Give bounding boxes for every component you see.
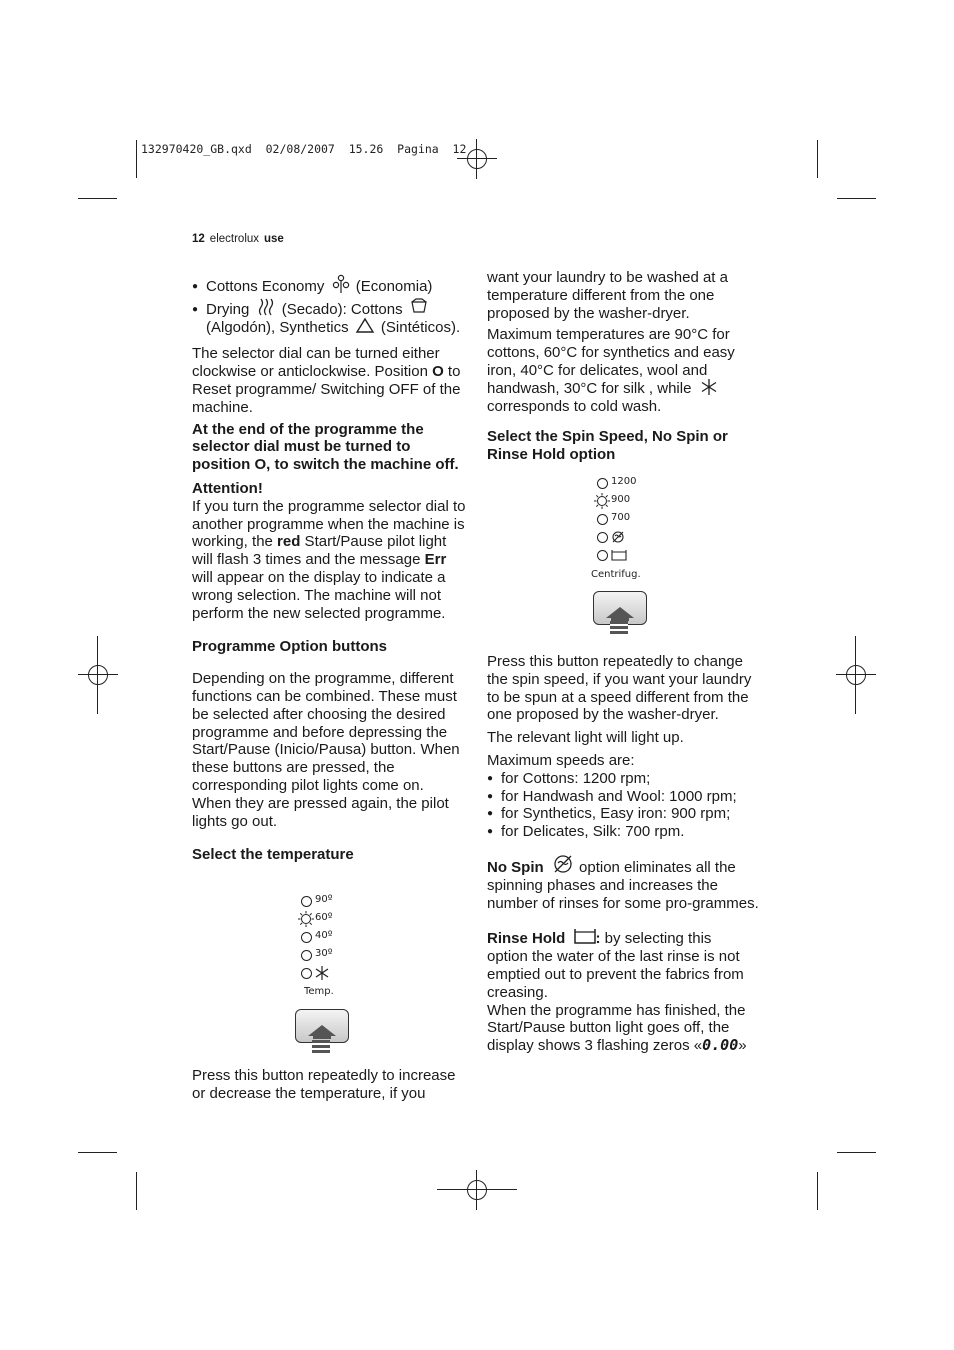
- spin-caption: Centrifug.: [591, 569, 641, 580]
- registration-mark: [457, 1170, 497, 1210]
- section-name: use: [264, 233, 284, 245]
- led-indicator: [301, 932, 312, 943]
- rinse-hold-end-text: When the programme has finished, the Start/Pause button light goes off, the display shows 3 flashing zeros «0.00»: [487, 1001, 747, 1055]
- crop-mark: [136, 140, 137, 178]
- led-lit-icon: [594, 493, 610, 509]
- temperature-continuation: want your laundry to be washed at a temperature different from the one proposed by the washer-dryer.: [487, 269, 728, 322]
- led-indicator: [597, 532, 608, 543]
- registration-mark: [836, 655, 876, 695]
- page-header: [192, 233, 284, 245]
- temperature-heading: Select the temperature: [192, 846, 354, 864]
- temp-option: 90º: [301, 893, 361, 911]
- flashing-zeros: 0.00: [702, 1036, 739, 1055]
- right-column-top: [487, 269, 765, 464]
- temp-option: 60º: [301, 911, 361, 929]
- selector-dial-text: The selector dial can be turned either clockwise or anticlockwise. Position O to Reset programme/ Switching OFF of the machine.: [192, 345, 461, 416]
- max-speed-item: ● for Delicates, Silk: 700 rpm.: [487, 823, 765, 841]
- cold-wash-icon: [700, 378, 718, 396]
- temperature-button[interactable]: [295, 1009, 349, 1043]
- spin-panel: [591, 475, 667, 580]
- temperature-panel: [301, 893, 361, 997]
- left-column: [192, 278, 467, 864]
- page-number: 12: [192, 233, 205, 245]
- spin-option: 1200: [597, 475, 667, 493]
- spin-option: 700: [597, 511, 667, 529]
- spin-option: 900: [597, 493, 667, 511]
- cottons-icon: [409, 298, 429, 316]
- spin-option: [597, 529, 667, 547]
- bullet-drying: ● Drying (Secado): Cottons (Algodón), Synthetics (Sintéticos).: [192, 301, 467, 337]
- synthetics-icon: [355, 317, 375, 335]
- right-column-bottom: [487, 653, 765, 1055]
- spin-speed-heading: Select the Spin Speed, No Spin or Rinse Hold option: [487, 428, 728, 464]
- rinse-hold-icon: [574, 928, 596, 944]
- led-indicator: [301, 968, 312, 979]
- rinse-hold-icon: [611, 549, 627, 561]
- file-slug: 132970420_GB.qxd 02/08/2007 15.26 Pagina 12: [141, 142, 467, 156]
- no-spin-icon: [552, 853, 574, 875]
- led-indicator: [301, 950, 312, 961]
- registration-mark: [78, 655, 118, 695]
- crop-mark: [817, 140, 818, 178]
- max-speed-item: ● for Cottons: 1200 rpm;: [487, 770, 765, 788]
- light-text: The relevant light will light up.: [487, 729, 684, 747]
- crop-mark: [78, 198, 117, 199]
- attention-heading: Attention!: [192, 479, 263, 497]
- spin-button-stripes: [610, 621, 628, 636]
- option-buttons-text: Depending on the programme, different functions can be combined. These must be selected after choosing the desired programme and before depressing the Start/Pause (Inicio/Pausa) button. When these buttons are pressed, the corresponding pilot lights come on. When they are pressed again, the pilot lights go out.: [192, 670, 460, 830]
- crop-mark: [837, 198, 876, 199]
- led-indicator: [301, 896, 312, 907]
- cold-wash-icon: [315, 966, 329, 980]
- led-indicator: [597, 478, 608, 489]
- spin-button[interactable]: [593, 591, 647, 625]
- bullet-cottons-economy: ● Cottons Economy (Economia): [192, 278, 467, 296]
- temp-option: 30º: [301, 947, 361, 965]
- crop-mark: [817, 1172, 818, 1210]
- led-indicator: [597, 514, 608, 525]
- led-indicator: [597, 550, 608, 561]
- temperature-text: Press this button repeatedly to increase or decrease the temperature, if you: [192, 1067, 456, 1102]
- spin-text: Press this button repeatedly to change the spin speed, if you want your laundry to be spun at a speed different from the one proposed by the washer-dryer.: [487, 653, 752, 724]
- max-speeds-title: Maximum speeds are:: [487, 751, 635, 769]
- temperature-button-stripes: [312, 1040, 330, 1055]
- led-lit-icon: [298, 911, 314, 927]
- max-speed-item: ● for Synthetics, Easy iron: 900 rpm;: [487, 805, 765, 823]
- temp-option: [301, 965, 361, 983]
- end-programme-warning: At the end of the programme the selector dial must be turned to position O, to switch the machine off.: [192, 420, 459, 474]
- max-temperatures-text: Maximum temperatures are 90°C for cottons, 60°C for synthetics and easy iron, 40°C for delicates, wool and handwash, 30°C for silk , while corresponds to cold wash.: [487, 326, 735, 415]
- drying-icon: [257, 297, 277, 317]
- crop-mark: [78, 1152, 117, 1153]
- no-spin-text: No Spin option eliminates all the spinning phases and increases the number of rinses for some pro-grammes.: [487, 859, 765, 912]
- temp-caption: Temp.: [304, 986, 334, 997]
- eco-icon: [332, 274, 350, 294]
- brand: electrolux: [209, 233, 260, 245]
- rinse-hold-text: Rinse Hold : by selecting this option the water of the last rinse is not emptied out to prevent the fabrics from creasing.: [487, 930, 744, 1001]
- crop-mark: [136, 1172, 137, 1210]
- max-speed-item: ● for Handwash and Wool: 1000 rpm;: [487, 788, 765, 806]
- option-buttons-heading: Programme Option buttons: [192, 638, 387, 656]
- no-spin-icon: [611, 530, 625, 544]
- spin-option: [597, 547, 667, 565]
- crop-mark: [837, 1152, 876, 1153]
- attention-text: If you turn the programme selector dial to another programme when the machine is working, the red Start/Pause pilot light will flash 3 times and the message Err will appear on the display to indicate a wrong selection. The machine will not perform the new selected programme.: [192, 497, 466, 622]
- temp-option: 40º: [301, 929, 361, 947]
